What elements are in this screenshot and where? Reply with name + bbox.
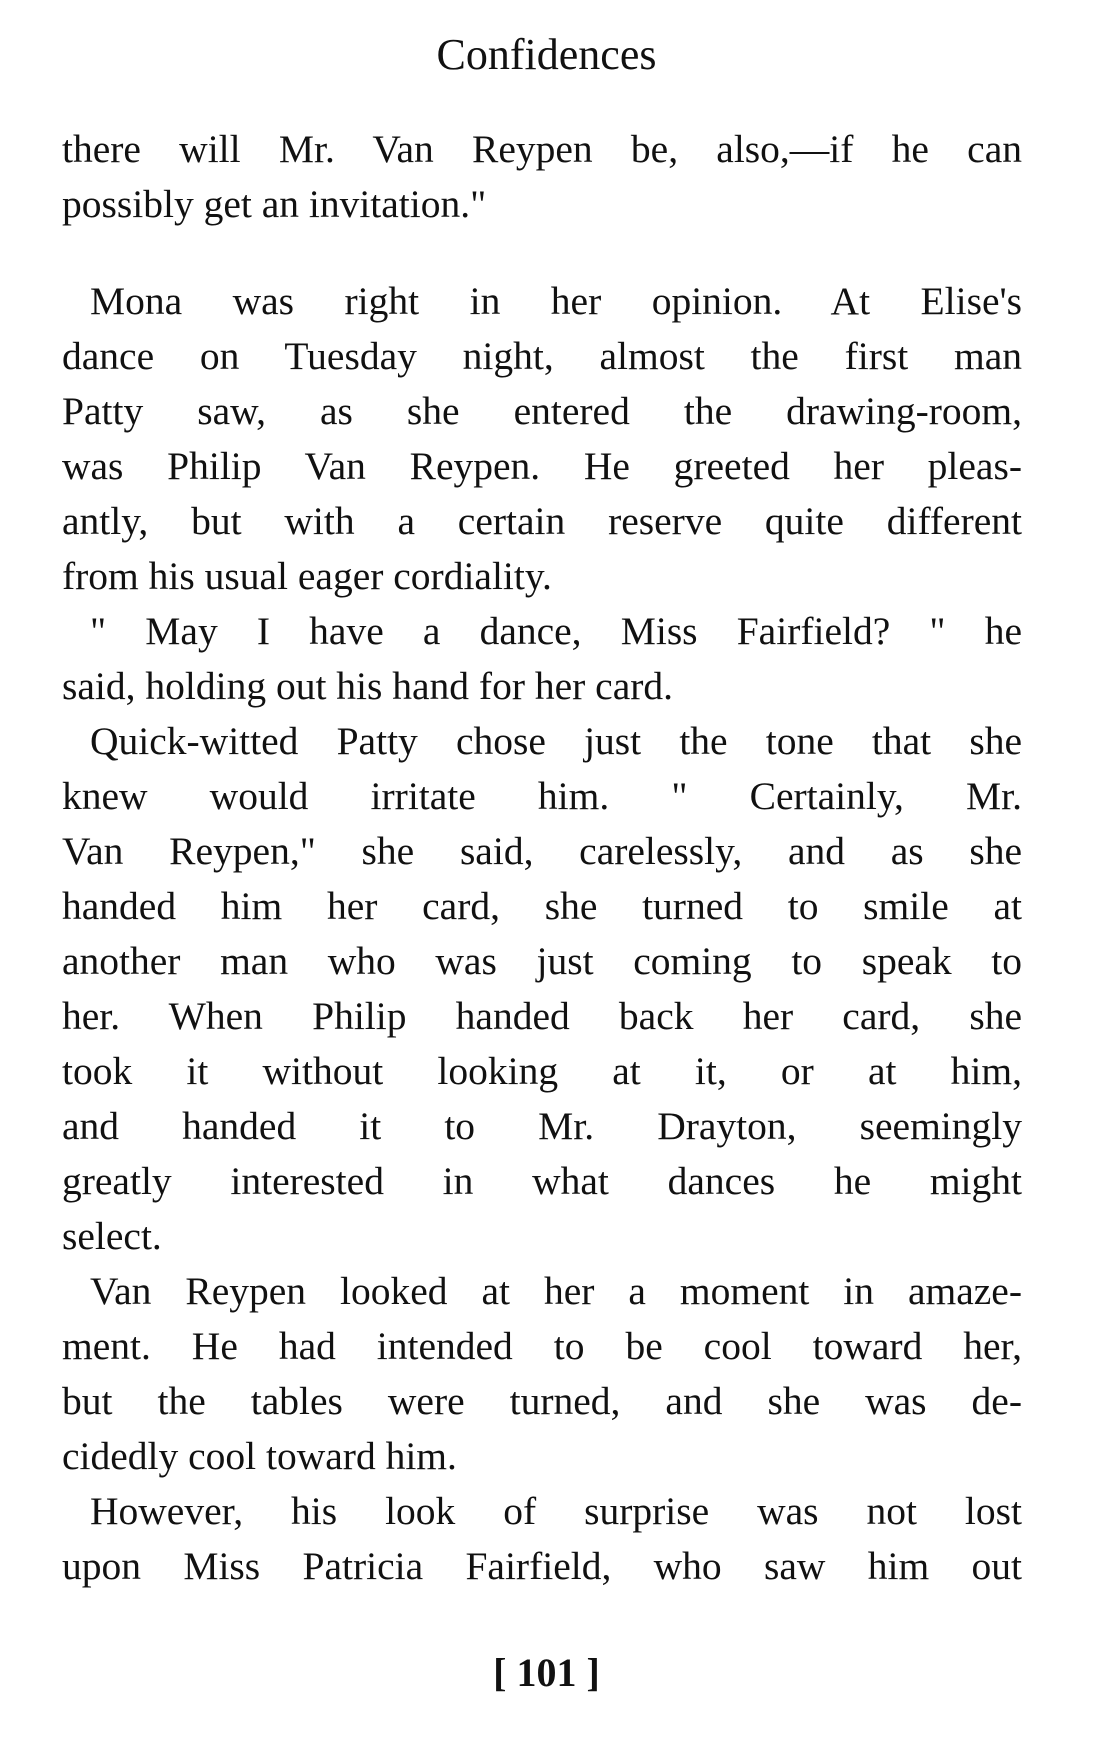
text-line: from his usual eager cordiality. xyxy=(62,554,552,598)
body-text xyxy=(62,122,1022,1594)
text-line: knew would irritate him. " Certainly, Mr. xyxy=(62,774,1022,818)
text-line: However, his look of surprise was not lost xyxy=(90,1489,1022,1533)
text-line: Patty saw, as she entered the drawing-room, xyxy=(62,389,1022,433)
text-line: her. When Philip handed back her card, she xyxy=(62,994,1022,1038)
text-line: dance on Tuesday night, almost the first man xyxy=(62,334,1022,378)
text-line: upon Miss Patricia Fairfield, who saw him out xyxy=(62,1544,1022,1588)
text-line: took it without looking at it, or at him, xyxy=(62,1049,1022,1093)
running-head: Confidences xyxy=(436,30,657,79)
text-line: there will Mr. Van Reypen be, also,—if he can xyxy=(62,127,1022,171)
text-line: Quick-witted Patty chose just the tone that she xyxy=(90,719,1022,763)
text-line: " May I have a dance, Miss Fairfield? " he xyxy=(90,609,1022,653)
text-line: another man who was just coming to speak to xyxy=(62,939,1022,983)
text-line: but the tables were turned, and she was de- xyxy=(62,1379,1022,1423)
text-line: ment. He had intended to be cool toward her, xyxy=(62,1324,1022,1368)
text-line: possibly get an invitation." xyxy=(62,182,487,226)
text-line: was Philip Van Reypen. He greeted her pleas- xyxy=(62,444,1022,488)
text-line: Mona was right in her opinion. At Elise's xyxy=(90,279,1022,323)
section-break xyxy=(62,232,1022,274)
text-line: Van Reypen looked at her a moment in amaze- xyxy=(90,1269,1022,1313)
text-line: said, holding out his hand for her card. xyxy=(62,664,674,708)
text-line: and handed it to Mr. Drayton, seemingly xyxy=(62,1104,1022,1148)
page-number: [ 101 ] xyxy=(493,1650,600,1695)
text-line: antly, but with a certain reserve quite different xyxy=(62,499,1022,543)
text-line: select. xyxy=(62,1214,162,1258)
text-line: cidedly cool toward him. xyxy=(62,1434,457,1478)
text-line: handed him her card, she turned to smile at xyxy=(62,884,1022,928)
text-line: Van Reypen," she said, carelessly, and as she xyxy=(62,829,1022,873)
text-line: greatly interested in what dances he might xyxy=(62,1159,1022,1203)
